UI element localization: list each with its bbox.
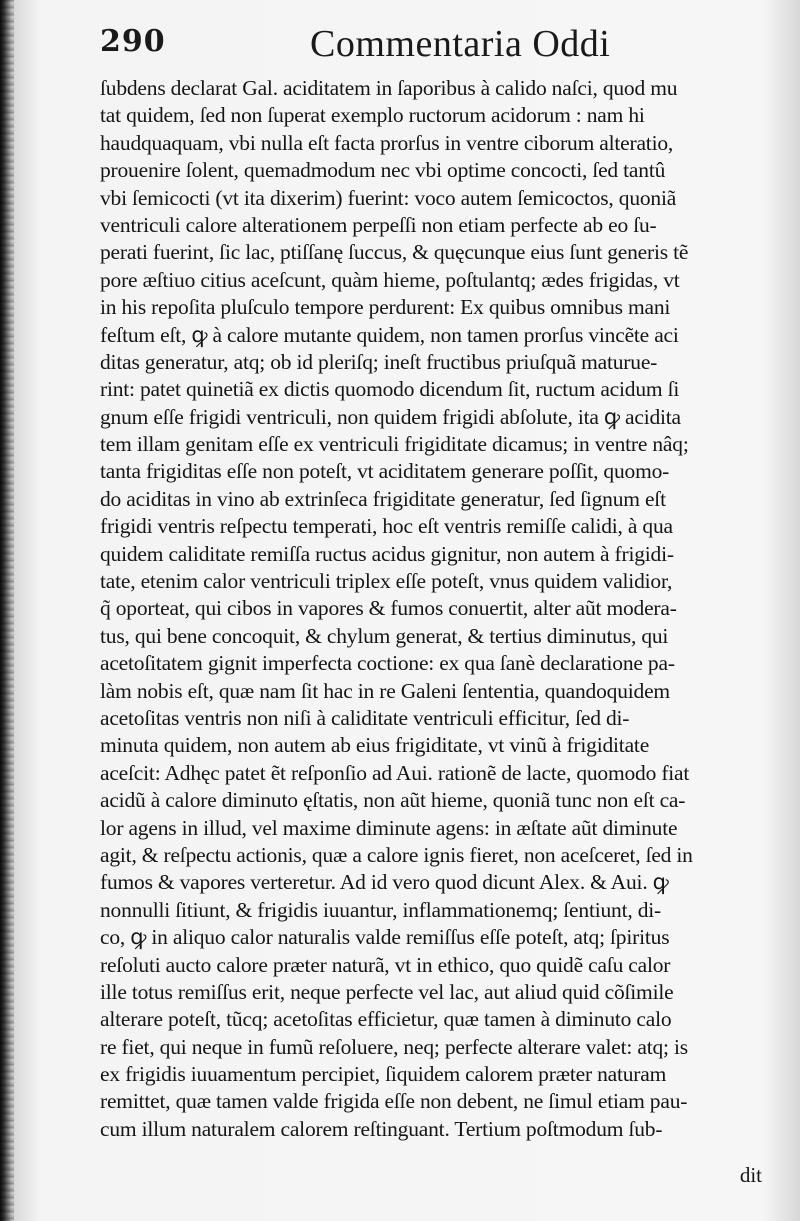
text-line: ditas generatur, atq; ob id pleriſq; ineſt fructibus priuſquã maturue-	[100, 349, 658, 374]
text-line: prouenire ſolent, quemadmodum nec vbi optime concocti, ſed tantû	[100, 158, 666, 183]
binding-gutter	[0, 0, 14, 1221]
text-line: cum illum naturalem calorem reſtinguant. Tertium poſtmodum ſub-	[100, 1116, 663, 1141]
text-line: tanta frigiditas eſſe non poteſt, vt aciditatem generare poſſit, quomo-	[100, 459, 670, 484]
running-head	[100, 22, 620, 72]
text-line: frigidi ventris reſpectu temperati, hoc eſt ventris remiſſe calidi, à qua	[100, 514, 673, 539]
text-line: in his repoſita pluſculo tempore perdurent: Ex quibus omnibus mani	[100, 295, 671, 320]
text-line: ille totus remiſſus erit, neque perfecte vel lac, aut aliud quid cõſimile	[100, 979, 674, 1004]
text-line: tate, etenim calor ventriculi triplex eſſe poteſt, vnus quidem validior,	[100, 569, 673, 594]
text-line: lor agens in illud, vel maxime diminute agens: in æſtate aũt diminute	[100, 815, 678, 840]
body-text	[100, 75, 768, 1143]
text-line: acidũ à calore diminuto ęſtatis, non aũt hieme, quoniã tunc non eſt ca-	[100, 788, 686, 813]
text-line: aceſcit: Adhęc patet ẽt reſponſio ad Aui. rationẽ de lacte, quomodo fiat	[100, 760, 690, 785]
text-line: do aciditas in vino ab extrinſeca frigiditate generatur, ſed ſignum eſt	[100, 486, 666, 511]
text-line: làm nobis eſt, quæ nam ſit hac in re Galeni ſententia, quandoquidem	[100, 678, 670, 703]
text-line: tat quidem, ſed non ſuperat exemplo ructorum acidorum : nam hi	[100, 103, 645, 128]
text-line: nonnulli ſitiunt, & frigidis iuuantur, inflammationemq; ſentiunt, di-	[100, 897, 661, 922]
text-line: pore æſtiuo citius aceſcunt, quàm hieme, poſtulantq; ædes frigidas, vt	[100, 267, 680, 292]
text-line: tus, qui bene concoquit, & chylum generat, & tertius diminutus, qui	[100, 623, 669, 648]
text-line: q̃ oporteat, qui cibos in vapores & fumos conuertit, alter aũt modera-	[100, 596, 677, 621]
text-line: perati fuerint, ſic lac, ptiſſanę ſuccus, & quęcunque eius ſunt generis tẽ	[100, 240, 689, 265]
text-line: rint: patet quinetiã ex dictis quomodo dicendum ſit, ructum acidum ſi	[100, 377, 680, 402]
text-line: ſubdens declarat Gal. aciditatem in ſaporibus à calido naſci, quod mu	[100, 76, 678, 100]
page-number: 290	[100, 24, 166, 59]
text-line: gnum eſſe frigidi ventriculi, non quidem frigidi abſolute, ita ꝙ acidita	[100, 404, 681, 429]
text-line: reſoluti aucto calore præter naturã, vt in ethico, quo quidẽ caſu calor	[100, 952, 671, 977]
text-line: remittet, quæ tamen valde frigida eſſe non debent, ne ſimul etiam pau-	[100, 1089, 688, 1114]
text-line: feſtum eſt, ꝙ à calore mutante quidem, non tamen prorſus vincẽte aci	[100, 322, 679, 347]
text-line: tem illam genitam eſſe ex ventriculi frigiditate dicamus; in ventre nâq;	[100, 432, 689, 457]
text-line: ventriculi calore alterationem perpeſſi non etiam perfecte ab eo ſu-	[100, 212, 657, 237]
text-line: quidem caliditate remiſſa ructus acidus gignitur, non autem à frigidi-	[100, 541, 674, 566]
text-line: acetoſitatem gignit imperfecta coctione: ex qua ſanè declaratione pa-	[100, 651, 675, 676]
text-line: ex frigidis iuuamentum percipiet, ſiquidem calorem præter naturam	[100, 1062, 667, 1087]
text-line: agit, & reſpectu actionis, quæ a calore ignis fieret, non aceſceret, ſed in	[100, 842, 693, 867]
page-title: Commentaria Oddi	[310, 23, 611, 65]
text-line: acetoſitas ventris non niſi à caliditate ventriculi efficitur, ſed di-	[100, 705, 630, 730]
text-line: vbi ſemicocti (vt ita dixerim) fuerint: voco autem ſemicoctos, quoniã	[100, 185, 677, 210]
text-line: fumos & vapores verteretur. Ad id vero quod dicunt Alex. & Aui. ꝙ	[100, 870, 669, 895]
text-line: re fiet, qui neque in fumũ reſoluere, neq; perfecte alterare valet: atq; is	[100, 1034, 688, 1059]
catchword: dit	[739, 1163, 762, 1187]
text-line: minuta quidem, non autem ab eius frigiditate, vt vinũ à frigiditate	[100, 733, 650, 758]
text-line: haudquaquam, vbi nulla eſt facta prorſus in ventre ciborum alteratio,	[100, 130, 674, 155]
text-line: co, ꝙ in aliquo calor naturalis valde remiſſus eſſe poteſt, atq; ſpiritus	[100, 925, 670, 950]
text-line: alterare poteſt, tũcq; acetoſitas efficietur, quæ tamen à diminuto calo	[100, 1007, 672, 1032]
right-margin-shadow	[766, 0, 800, 1221]
